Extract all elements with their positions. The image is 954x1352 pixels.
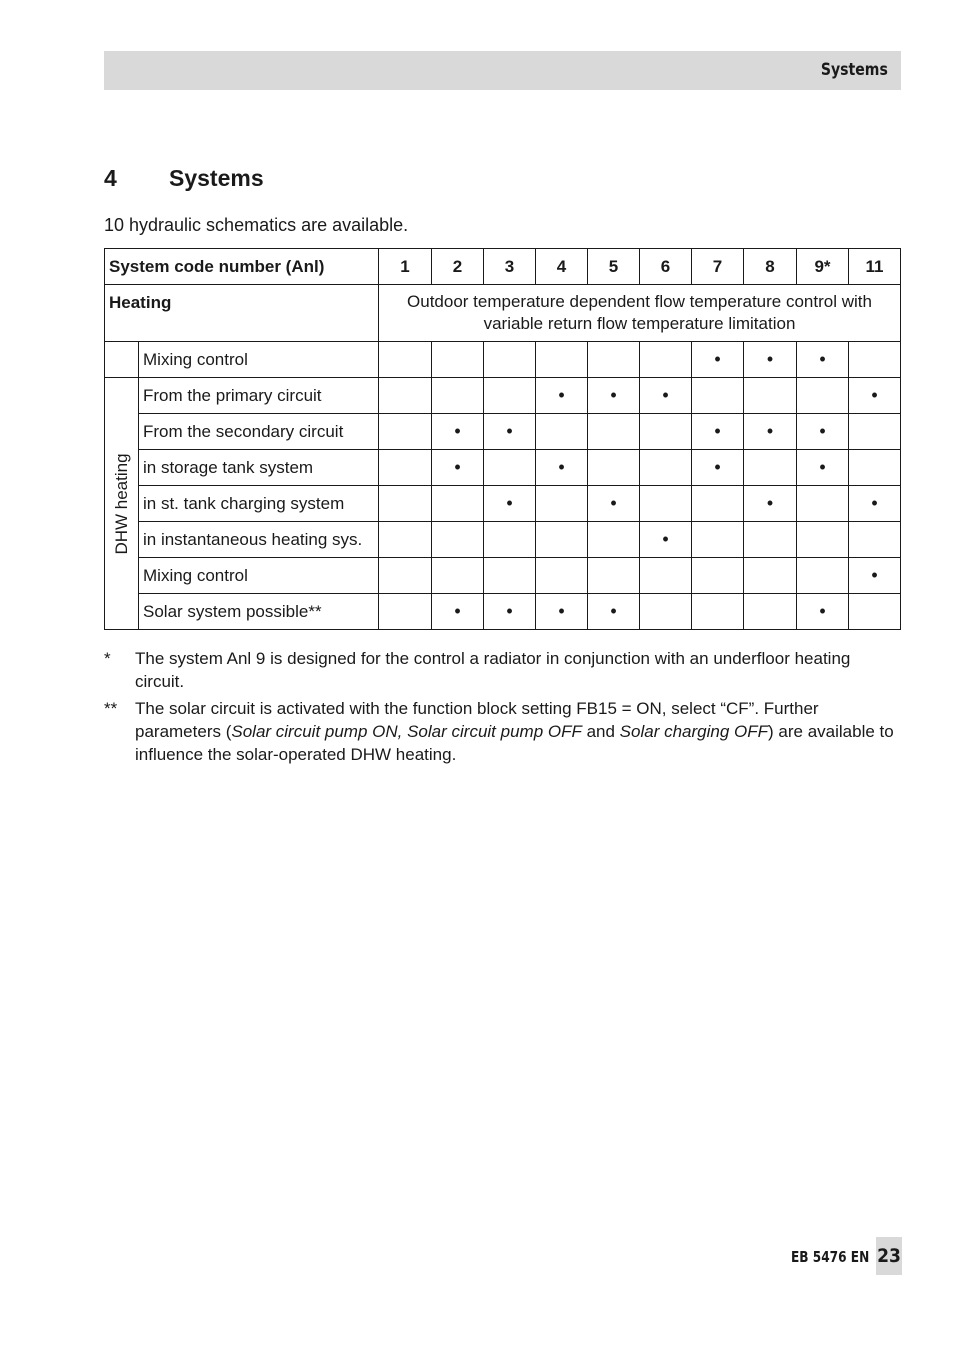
empty-cell: [692, 378, 744, 414]
empty-cell: [640, 594, 692, 630]
footnotes: [104, 647, 901, 770]
empty-cell: [692, 486, 744, 522]
empty-cell: [432, 522, 484, 558]
bullet-mark: •: [536, 378, 588, 414]
empty-cell: [744, 594, 797, 630]
empty-cell: [849, 450, 901, 486]
feature-row: [105, 558, 901, 594]
code-cell: 2: [432, 249, 484, 285]
empty-cell: [484, 378, 536, 414]
footnote-2-mark: **: [104, 699, 118, 718]
section-number: 4: [104, 165, 117, 191]
footnote-2-text-part1: The solar circuit is activated with the function block setting FB15 = ON, select “CF”. Further parameters (: [135, 699, 819, 741]
bullet-mark: •: [849, 378, 901, 414]
footnote-1-mark: *: [104, 649, 111, 668]
empty-cell: [484, 342, 536, 378]
empty-cell: [744, 558, 797, 594]
code-cell: 9*: [797, 249, 849, 285]
footnote-2-text-part3: ) are available to influence the solar-operated DHW heating.: [135, 722, 894, 764]
empty-cell: [379, 486, 432, 522]
empty-cell: [432, 342, 484, 378]
empty-cell: [744, 450, 797, 486]
empty-cell: [588, 342, 640, 378]
row-label: From the secondary circuit: [139, 414, 379, 450]
footnote-2-italic-2: Solar charging OFF: [619, 722, 769, 741]
empty-cell: [379, 522, 432, 558]
heating-label-cell: Heating: [105, 285, 379, 342]
heating-description-line1: Outdoor temperature dependent flow temperature control with: [407, 292, 872, 311]
systems-table: [104, 248, 901, 630]
dhw-group-label: DHW heating: [111, 452, 131, 555]
empty-cell: [379, 594, 432, 630]
code-cell: 4: [536, 249, 588, 285]
heating-description-cell: [379, 285, 901, 342]
row-label: Mixing control: [139, 558, 379, 594]
row-label: in storage tank system: [139, 450, 379, 486]
feature-row: [105, 450, 901, 486]
empty-cell: [536, 522, 588, 558]
bullet-mark: •: [588, 594, 640, 630]
dhw-group-cell: [105, 378, 139, 630]
section-title: Systems: [169, 165, 264, 191]
code-cell: 11: [849, 249, 901, 285]
empty-cell: [536, 486, 588, 522]
bullet-mark: •: [744, 342, 797, 378]
bullet-mark: •: [797, 450, 849, 486]
empty-cell: [536, 342, 588, 378]
bullet-mark: •: [797, 594, 849, 630]
empty-cell: [379, 378, 432, 414]
bullet-mark: •: [692, 342, 744, 378]
bullet-mark: •: [588, 486, 640, 522]
empty-cell: [640, 450, 692, 486]
feature-row: [105, 594, 901, 630]
empty-cell: [797, 558, 849, 594]
bullet-mark: •: [797, 414, 849, 450]
footnote-2-italic-1: Solar circuit pump ON, Solar circuit pump OFF: [231, 722, 582, 741]
empty-cell: [640, 486, 692, 522]
table-header-row: [105, 249, 901, 285]
empty-cell: [797, 378, 849, 414]
empty-cell: [744, 378, 797, 414]
empty-group-cell: [105, 342, 139, 378]
empty-cell: [432, 486, 484, 522]
bullet-mark: •: [692, 414, 744, 450]
row-label: From the primary circuit: [139, 378, 379, 414]
heating-description-line2: variable return flow temperature limitation: [483, 314, 796, 333]
heating-row: [105, 285, 901, 342]
empty-cell: [484, 522, 536, 558]
empty-cell: [588, 414, 640, 450]
bullet-mark: •: [849, 486, 901, 522]
empty-cell: [849, 594, 901, 630]
code-cell: 6: [640, 249, 692, 285]
document-code: EB 5476 EN: [791, 1248, 870, 1266]
bullet-mark: •: [536, 450, 588, 486]
bullet-mark: •: [432, 594, 484, 630]
empty-cell: [692, 558, 744, 594]
feature-row: [105, 342, 901, 378]
empty-cell: [640, 342, 692, 378]
feature-row: [105, 486, 901, 522]
code-cell: 5: [588, 249, 640, 285]
bullet-mark: •: [849, 558, 901, 594]
footnote-2-text-part2: and: [581, 722, 620, 741]
empty-cell: [797, 486, 849, 522]
code-cell: 1: [379, 249, 432, 285]
empty-cell: [588, 558, 640, 594]
empty-cell: [849, 342, 901, 378]
empty-cell: [379, 450, 432, 486]
empty-cell: [484, 558, 536, 594]
bullet-mark: •: [588, 378, 640, 414]
row-label: Solar system possible**: [139, 594, 379, 630]
empty-cell: [797, 522, 849, 558]
bullet-mark: •: [432, 450, 484, 486]
empty-cell: [849, 522, 901, 558]
footnote-1: [104, 647, 901, 693]
bullet-mark: •: [797, 342, 849, 378]
empty-cell: [640, 558, 692, 594]
footnote-1-text: The system Anl 9 is designed for the control a radiator in conjunction with an underfloor heating circuit.: [135, 649, 851, 691]
bullet-mark: •: [432, 414, 484, 450]
empty-cell: [588, 450, 640, 486]
empty-cell: [849, 414, 901, 450]
bullet-mark: •: [692, 450, 744, 486]
bullet-mark: •: [744, 414, 797, 450]
empty-cell: [744, 522, 797, 558]
bullet-mark: •: [640, 378, 692, 414]
empty-cell: [379, 414, 432, 450]
bullet-mark: •: [484, 486, 536, 522]
running-header: [104, 51, 901, 90]
page-number-box: [876, 1237, 902, 1275]
feature-row: [105, 378, 901, 414]
bullet-mark: •: [640, 522, 692, 558]
code-cell: 3: [484, 249, 536, 285]
row-label: Mixing control: [139, 342, 379, 378]
empty-cell: [379, 558, 432, 594]
feature-row: [105, 522, 901, 558]
empty-cell: [432, 378, 484, 414]
empty-cell: [692, 522, 744, 558]
row-label: in st. tank charging system: [139, 486, 379, 522]
footnote-2: [104, 697, 901, 766]
empty-cell: [640, 414, 692, 450]
empty-cell: [379, 342, 432, 378]
code-cell: 7: [692, 249, 744, 285]
bullet-mark: •: [536, 594, 588, 630]
empty-cell: [692, 594, 744, 630]
section-heading: [104, 165, 264, 192]
page-number: 23: [877, 1245, 901, 1267]
bullet-mark: •: [484, 594, 536, 630]
empty-cell: [536, 558, 588, 594]
empty-cell: [432, 558, 484, 594]
header-label-cell: System code number (Anl): [105, 249, 379, 285]
bullet-mark: •: [484, 414, 536, 450]
row-label: in instantaneous heating sys.: [139, 522, 379, 558]
empty-cell: [536, 414, 588, 450]
feature-row: [105, 414, 901, 450]
intro-paragraph: 10 hydraulic schematics are available.: [104, 215, 409, 235]
empty-cell: [588, 522, 640, 558]
empty-cell: [484, 450, 536, 486]
code-cell: 8: [744, 249, 797, 285]
running-header-title: Systems: [820, 60, 888, 80]
bullet-mark: •: [744, 486, 797, 522]
